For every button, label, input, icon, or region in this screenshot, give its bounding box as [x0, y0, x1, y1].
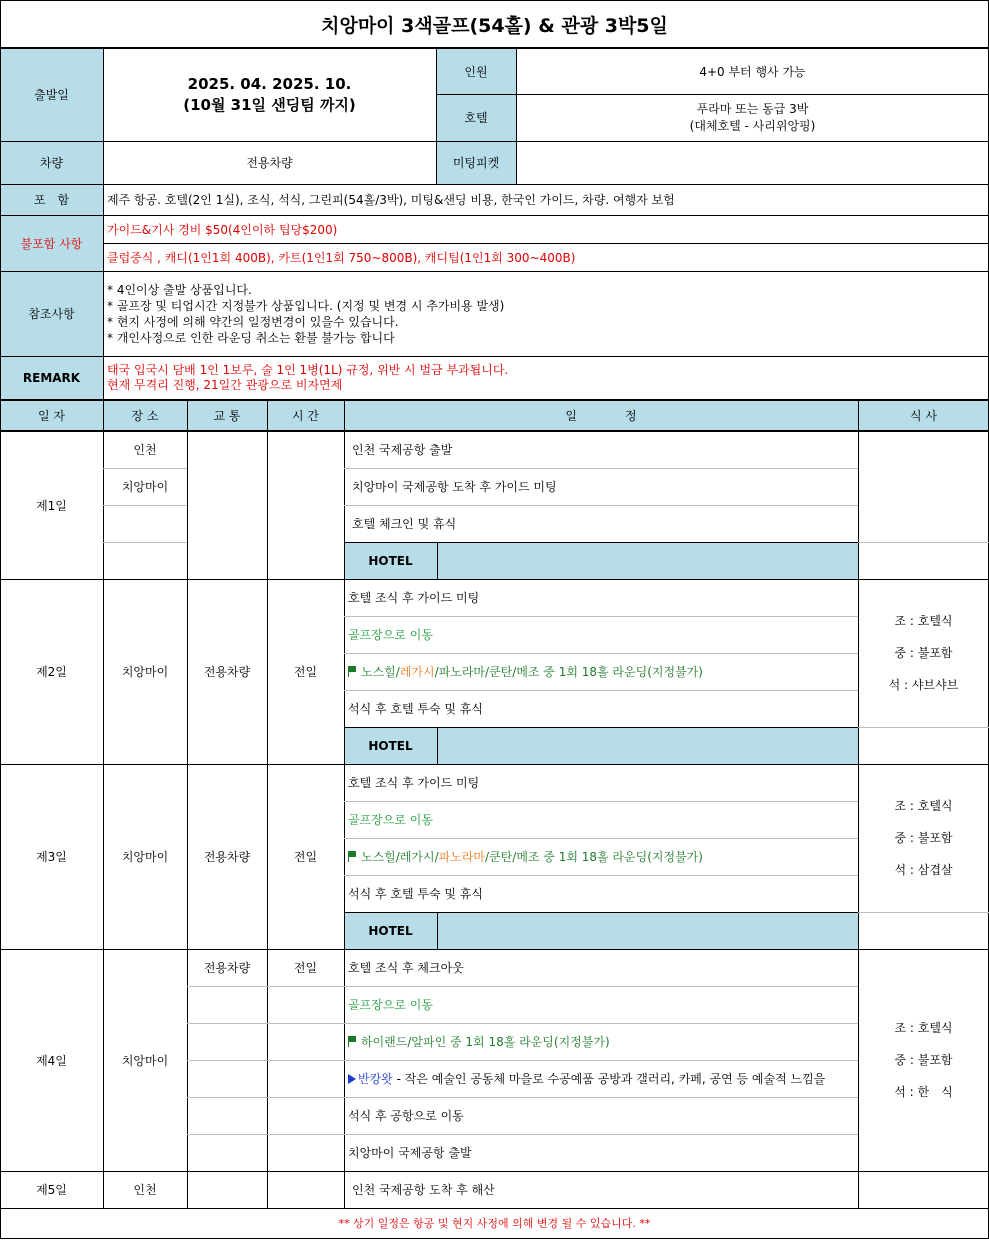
- border-line: [0, 271, 989, 272]
- separator: /: [434, 849, 439, 864]
- header-day: 일 자: [0, 400, 103, 431]
- border-line: [0, 430, 989, 432]
- header-meal: 식 사: [858, 400, 989, 431]
- header-place: 장 소: [103, 400, 187, 431]
- day1-label: 제1일: [36, 498, 67, 513]
- border-line: [103, 243, 989, 244]
- course-name: 노스힐: [361, 665, 396, 679]
- border-line: [0, 1208, 989, 1209]
- exclude-label: 불포함 사항: [0, 215, 103, 271]
- grid-line: [344, 875, 858, 876]
- header-time: 시 간: [267, 400, 344, 431]
- hotel-label: 호텔: [436, 94, 516, 141]
- border-line: [858, 400, 859, 1208]
- golf-round-text: 하이랜드/알파인 중 1회 18홀 라운딩(지정불가): [361, 1035, 610, 1049]
- border-line: [0, 399, 989, 401]
- departure-value: [103, 48, 436, 141]
- note-item: * 4인이상 출발 상품입니다.: [107, 282, 252, 297]
- separator: /: [434, 664, 439, 679]
- day1-place1: 인천: [133, 443, 157, 457]
- exclude-line1: 가이드&기사 경비 $50(4인이하 팁당$200): [107, 222, 338, 237]
- border-line: [0, 184, 989, 185]
- tour-spot-name: 반캉왓: [358, 1072, 393, 1086]
- vehicle-value: 전용차량: [246, 156, 293, 170]
- grid-line: [344, 801, 858, 802]
- meeting-label: 미팅피켓: [436, 141, 516, 184]
- separator: /: [485, 664, 490, 679]
- day2-step1: 호텔 조식 후 가이드 미팅: [348, 591, 480, 605]
- day3-step2: 골프장으로 이동: [348, 813, 433, 827]
- day1-hotel: HOTEL: [344, 542, 437, 579]
- border-line: [516, 48, 517, 184]
- day3-step4: 석식 후 호텔 투숙 및 휴식: [348, 887, 483, 901]
- border-line: [436, 48, 437, 184]
- hotel-line2: (대체호텔 - 사리위앙핑): [689, 118, 816, 133]
- day5-label: 제5일: [36, 1183, 67, 1197]
- vehicle-label: 차량: [0, 141, 103, 184]
- border-line: [0, 141, 989, 142]
- border-line: [344, 727, 858, 728]
- meal-dinner: 석 : 샤브샤브: [888, 678, 959, 692]
- course-name: 노스힐: [361, 850, 396, 864]
- notes-list: [103, 271, 989, 356]
- separator: /: [395, 664, 400, 679]
- meeting-value: [516, 141, 989, 184]
- day5-place: 인천: [133, 1183, 157, 1197]
- day2-time: 전일: [293, 665, 318, 679]
- border-line: [0, 356, 989, 357]
- day2-label: 제2일: [36, 665, 67, 679]
- day3-label: 제3일: [36, 850, 67, 864]
- border-line: [0, 764, 989, 765]
- grid-line: [103, 505, 187, 506]
- page-title: 치앙마이 3색골프(54홀) & 관광 3박5일: [321, 14, 668, 37]
- course-name: 레가시: [399, 665, 435, 679]
- note-item: * 골프장 및 티업시간 지정불가 상품입니다. (지정 및 변경 시 추가비용 발생): [107, 298, 505, 313]
- day3-place: 치앙마이: [121, 850, 169, 864]
- separator: /: [512, 849, 517, 864]
- course-name: 쿤탄: [489, 850, 513, 864]
- grid-line: [103, 468, 187, 469]
- meal-dinner: 석 : 한 식: [894, 1085, 953, 1099]
- border-line: [103, 48, 104, 400]
- tour-spot-desc: - 작은 예술인 공동체 마을로 수공예품 공방과 갤러리, 카페, 공연 등 예술적 느낌을: [392, 1072, 826, 1086]
- separator: /: [395, 849, 400, 864]
- day2-step2: 골프장으로 이동: [348, 628, 433, 642]
- people-label: 인원: [436, 48, 516, 94]
- grid-line: [344, 838, 858, 839]
- meal-breakfast: 조 : 호텔식: [894, 799, 953, 813]
- day1-step3: 호텔 체크인 및 휴식: [352, 517, 457, 531]
- course-name: 파노라마: [438, 850, 486, 864]
- border-line: [0, 0, 989, 1]
- day1-step1: 인천 국제공항 출발: [352, 443, 453, 457]
- exclude-line2: 클럽중식 , 캐디(1인1회 400B), 카트(1인1회 750~800B), 캐디팁(1인1회 300~400B): [107, 250, 576, 265]
- meal-lunch: 중 : 불포함: [894, 646, 953, 660]
- day4-transport: 전용차량: [203, 961, 251, 975]
- header-schedule: 일 정: [344, 400, 858, 431]
- course-name: 레가시: [399, 850, 435, 864]
- day4-step1: 호텔 조식 후 체크아웃: [348, 961, 464, 975]
- people-value: 4+0 부터 행사 가능: [699, 64, 806, 79]
- remark-line2: 현재 무격리 진행, 21일간 관광으로 비자면제: [107, 378, 343, 392]
- border-line: [0, 1171, 989, 1172]
- day3-step3: [344, 838, 858, 875]
- day3-meals: [858, 764, 989, 912]
- day2-step3: [344, 653, 858, 690]
- day1-step2: 치앙마이 국제공항 도착 후 가이드 미팅: [352, 480, 557, 494]
- day2-meals: [858, 579, 989, 727]
- grid-line: [858, 727, 989, 728]
- grid-line: [344, 690, 858, 691]
- day4-step5: 석식 후 공항으로 이동: [348, 1109, 464, 1123]
- day3-step1: 호텔 조식 후 가이드 미팅: [348, 776, 480, 790]
- grid-line: [344, 505, 858, 506]
- hotel-line1: 푸라마 또는 동급 3박: [696, 102, 809, 117]
- separator: /: [512, 664, 517, 679]
- grid-line: [858, 912, 989, 913]
- departure-note: (10월 31일 샌딩팀 까지): [183, 95, 356, 114]
- meal-breakfast: 조 : 호텔식: [894, 1021, 953, 1035]
- day2-step4: 석식 후 호텔 투숙 및 휴식: [348, 702, 483, 716]
- day3-time: 전일: [293, 850, 318, 864]
- meal-lunch: 중 : 불포함: [894, 831, 953, 845]
- grid-line: [344, 653, 858, 654]
- flag-icon: [348, 1036, 357, 1047]
- day3-hotel-fill: [437, 912, 858, 949]
- flag-icon: [348, 666, 357, 677]
- departure-label: 출발일: [0, 48, 103, 141]
- day4-place: 치앙마이: [121, 1053, 169, 1068]
- header-transport: 교 통: [187, 400, 267, 431]
- border-line: [0, 579, 989, 580]
- border-line: [187, 400, 188, 1208]
- flag-icon: [348, 851, 357, 862]
- departure-dates: 2025. 04. 2025. 10.: [187, 75, 352, 94]
- grid-line: [858, 542, 989, 543]
- hotel-value: [516, 94, 989, 141]
- course-name: 파노라마: [438, 665, 486, 679]
- day4-meals: [858, 949, 989, 1171]
- day2-hotel-fill: [437, 727, 858, 764]
- border-line: [0, 0, 1, 1239]
- course-name: 쿤탄: [489, 665, 513, 679]
- border-line: [437, 727, 438, 764]
- grid-line: [187, 1134, 858, 1135]
- grid-line: [344, 468, 858, 469]
- remark-label: REMARK: [0, 356, 103, 400]
- include-label: 포 함: [0, 184, 103, 215]
- grid-line: [103, 542, 187, 543]
- day2-hotel: HOTEL: [344, 727, 437, 764]
- day3-transport: 전용차량: [203, 850, 251, 864]
- border-line: [0, 1238, 989, 1239]
- separator: /: [485, 849, 490, 864]
- note-item: * 현지 사정에 의해 약간의 일정변경이 있을수 있습니다.: [107, 314, 399, 329]
- remark-line1: 태국 입국시 담배 1인 1보루, 술 1인 1병(1L) 규정, 위반 시 벌금 부과됩니다.: [107, 363, 509, 377]
- day4-time: 전일: [293, 961, 318, 975]
- border-line: [344, 542, 858, 543]
- day1-hotel-fill: [437, 542, 858, 579]
- border-line: [436, 94, 989, 95]
- day1-place2: 치앙마이: [121, 480, 169, 494]
- border-line: [103, 400, 104, 1208]
- day4-step2: 골프장으로 이동: [348, 998, 433, 1012]
- grid-line: [187, 1023, 858, 1024]
- day4-step3: [344, 1023, 858, 1060]
- remark-value: [103, 356, 989, 400]
- day3-hotel: HOTEL: [344, 912, 437, 949]
- day4-label: 제4일: [36, 1053, 67, 1068]
- include-value: 제주 항공. 호텔(2인 1실), 조식, 석식, 그린피(54홀/3박), 미팅&샌딩 비용, 한국인 가이드, 차량. 여행자 보험: [107, 193, 675, 207]
- grid-line: [187, 986, 858, 987]
- border-line: [0, 47, 989, 49]
- border-line: [267, 400, 268, 1208]
- footer-note: ** 상기 일정은 항공 및 현지 사정에 의해 변경 될 수 있습니다. **: [338, 1217, 651, 1230]
- grid-line: [344, 616, 858, 617]
- notes-label: 참조사항: [0, 271, 103, 356]
- day2-transport: 전용차량: [203, 665, 251, 679]
- border-line: [437, 542, 438, 579]
- play-arrow-icon: [348, 1074, 356, 1084]
- border-line: [344, 400, 345, 1208]
- note-item: * 개인사정으로 인한 라운딩 취소는 환불 불가능 합니다: [107, 330, 395, 345]
- course-name: 메조 중 1회 18홀 라운딩(지정불가): [516, 665, 703, 679]
- grid-line: [187, 1060, 858, 1061]
- border-line: [437, 912, 438, 949]
- meal-breakfast: 조 : 호텔식: [894, 614, 953, 628]
- meal-dinner: 석 : 삼겹살: [894, 863, 953, 877]
- border-line: [344, 912, 858, 913]
- border-line: [0, 949, 989, 950]
- day5-step1: 인천 국제공항 도착 후 해산: [352, 1183, 495, 1197]
- course-name: 메조 중 1회 18홀 라운딩(지정불가): [516, 850, 703, 864]
- day2-place: 치앙마이: [121, 665, 169, 679]
- grid-line: [187, 1097, 858, 1098]
- meal-lunch: 중 : 불포함: [894, 1053, 953, 1067]
- day4-step4: [344, 1060, 858, 1097]
- border-line: [0, 215, 989, 216]
- day4-step6: 치앙마이 국제공항 출발: [348, 1146, 472, 1160]
